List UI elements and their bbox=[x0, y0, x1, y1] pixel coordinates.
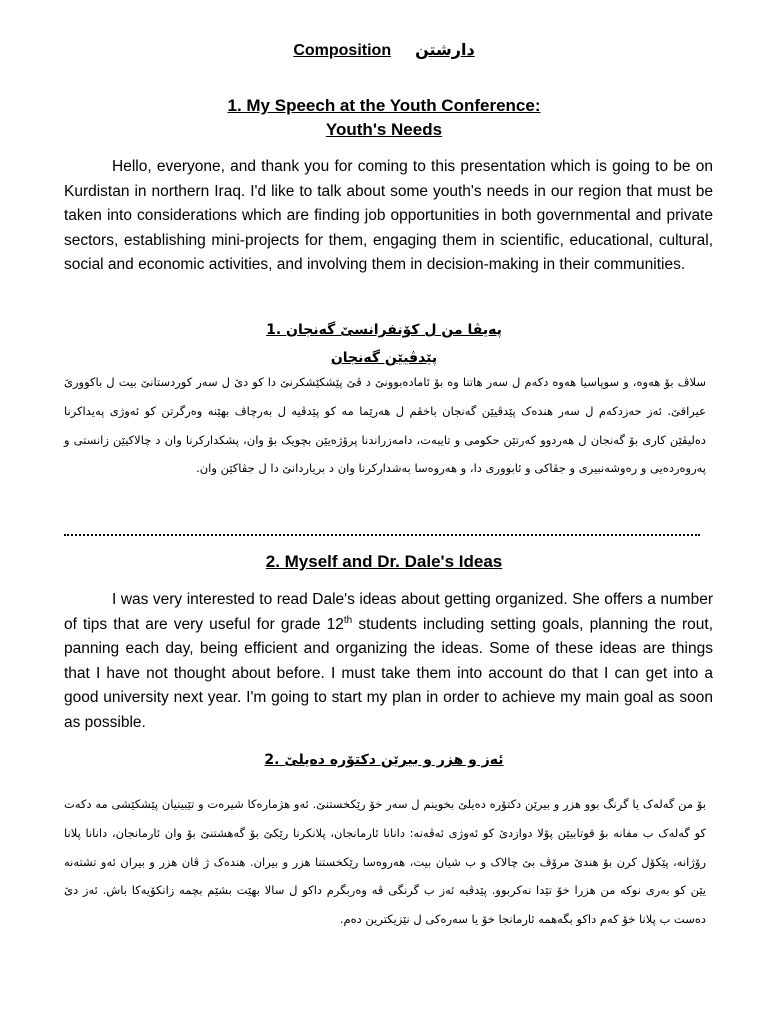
section1-kurdish-heading-line1-text: 1. پەیڤا من ل کۆنفرانسێ گەنجان bbox=[266, 322, 502, 338]
superscript-th: th bbox=[343, 614, 353, 626]
section2-kurdish-heading bbox=[0, 748, 768, 772]
title-kurdish: دارشتن bbox=[415, 40, 475, 59]
section1-kurdish-paragraph: سلاڤ بۆ هەوە، و سوپاسیا هەوە دکەم ل سەر هاتنا وە بۆ ئامادەبوونێ د ڤێ پێشکێشکرنێ دا کو دێ ل سەر کوردستانێ بیت ل باکوورێ عیراقێ. ئەز حەزدکەم ل سەر هندەک پێدڤیێن گەنجان باخڤم ل هەرێما مە کو پێدڤیە ل بەرچاڤ بهێنە وەرگرتن کو ئەوژی پەیداکرنا دەلیڤێن کاری بۆ گەنجان ل هەردوو کەرتێن حکومی و تایبەت، دامەزراندنا پرۆژەیێن بچویک بۆ وان، پشکدارکرنا وان د چالاکیێن زانستی و پەروەردەیی و رەوشەنبیری و جڤاکی و ئابووری دا، و هەروەسا بەشدارکرنا وان د بریاردانێ دا ل جڤاکێن وان. bbox=[64, 375, 706, 476]
section1-heading-line1: 1. My Speech at the Youth Conference: bbox=[227, 96, 541, 115]
section2-kurdish-heading-text: 2. ئەز و هزر و بیرێن دکتۆرە دەیلێ bbox=[264, 752, 504, 768]
section1-heading-line2: Youth's Needs bbox=[325, 120, 443, 139]
section1-kurdish-heading-line1 bbox=[0, 318, 768, 342]
title-english: Composition bbox=[293, 42, 392, 59]
section2-paragraph-part2: students including setting goals, planning the rout, panning each day, being efficient and organizing the ideas. Some of these ideas are things that I have not thought about before. I must take them into account do that I can get into a good university next year. I'm going to start my plan in order to achieve my main goal as soon as possible. bbox=[64, 615, 713, 731]
document-title bbox=[0, 40, 768, 60]
section1-kurdish-heading-line2 bbox=[0, 346, 768, 370]
section2-heading: 2. Myself and Dr. Dale's Ideas bbox=[265, 552, 503, 571]
section1-kurdish-heading-line2-text: پێدڤیێن گەنجان bbox=[330, 350, 438, 366]
section1-paragraph: Hello, everyone, and thank you for coming to this presentation which is going to be on Kurdistan in northern Iraq. I'd like to talk about some youth's needs in our region that must be taken into considerations which are finding job opportunities in both governmental and private sectors, establishing mini-projects for them, engaging them in scientific, educational, cultural, social and economic activities, and involving them in decision-making in their communities. bbox=[64, 158, 713, 274]
section2-paragraph-part1: I was very interested to read Dale's ideas about getting organized. She offers a number of tips that are very useful for grade 12 bbox=[64, 591, 713, 633]
section2-kurdish-paragraph: بۆ من گەلەک یا گرنگ بوو هزر و بیرێن دکتۆرە دەیلێ بخوینم ل سەر خۆ رێکخستنێ. ئەو هژمارەکا شیرەت و تێبینیان پێشکێشی مە دکەت کو گەلەک ب مفانە بۆ قوتابیێن پۆلا دوازدێ کو ئەوژی ئەڤەنە: دانانا ئارمانجان، پلانکرنا رێکێ بۆ گەهشتنێ بۆ وان ئارمانجان، دانانا پلانا رۆژانە، پێکۆل کرن بۆ هندێ مرۆڤ بێ چالاک و ب شیان بیت، هەروەسا رێکخستنا هزر و بیران. هندەک ژ ڤان هزر و بیران ئەو تشتەنە یێن کو بەری نوکە من هزرا خۆ تێدا نەکربوو. پێدڤیە ئەز ب گرنگی ڤە وەربگرم داکو ل سالا بهێت بشێم بچمە زانکۆیەکا باش. ئەز دێ دەست ب پلانا خۆ کەم داکو بگەهمە ئارمانجا خۆ یا سەرەکی ل نێزیکترین دەم. bbox=[64, 797, 706, 927]
section2-paragraph bbox=[64, 588, 713, 736]
dotted-separator bbox=[64, 532, 700, 536]
